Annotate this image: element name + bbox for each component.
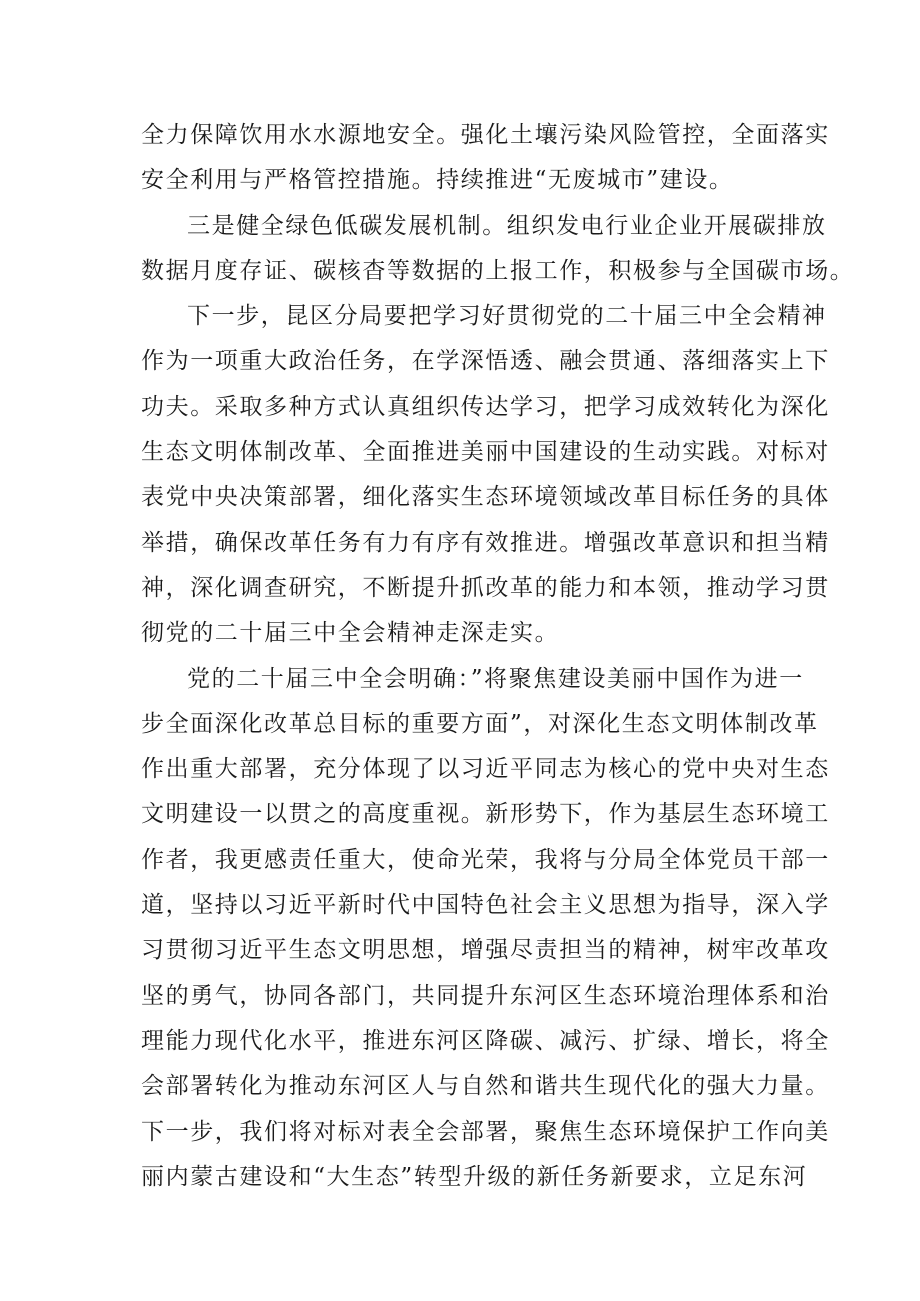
text-line: 丽内蒙古建设和“大生态”转型升级的新任务新要求，立足东河 [141, 1163, 808, 1190]
text-line: 文明建设一以贯之的高度重视。新形势下，作为基层生态环境工 [141, 801, 830, 828]
text-line: 功夫。采取多种方式认真组织传达学习，把学习成效转化为深化 [141, 393, 830, 420]
text-line: 全力保障饮用水水源地安全。强化土壤污染风险管控，全面落实 [141, 122, 830, 148]
text-line: 习贯彻习近平生态文明思想，增强尽责担当的精神，树牢改革攻 [141, 937, 830, 964]
text-line: 作者，我更感责任重大，使命光荣，我将与分局全体党员干部一 [141, 846, 830, 873]
text-line: 举措，确保改革任务有力有序有效推进。增强改革意识和担当精 [141, 529, 830, 556]
text-line: 会部署转化为推动东河区人与自然和谐共生现代化的强大力量。 [141, 1073, 830, 1100]
text-line: 作出重大部署，充分体现了以习近平同志为核心的党中央对生态 [141, 756, 830, 783]
text-line: 彻党的二十届三中全会精神走深走实。 [141, 620, 560, 647]
text-line: 作为一项重大政治任务，在学深悟透、融会贯通、落细落实上下 [141, 348, 830, 375]
text-line: 安全利用与严格管控措施。持续推进“无废城市”建设。 [141, 167, 734, 194]
text-line: 下一步，我们将对标对表全会部署，聚焦生态环境保护工作向美 [141, 1118, 830, 1145]
text-line: 神，深化调查研究，不断提升抓改革的能力和本领，推动学习贯 [141, 574, 830, 601]
text-line: 表党中央决策部署，细化落实生态环境领域改革目标任务的具体 [141, 484, 830, 511]
text-line: 步全面深化改革总目标的重要方面”，对深化生态文明体制改革 [141, 710, 819, 737]
text-line: 数据月度存证、碳核杳等数据的上报工作，积极参与全国碳市场。 [141, 257, 855, 284]
text-line: 生态文明体制改革、全面推进美丽中国建设的生动实践。对标对 [141, 439, 830, 466]
paragraph-start-line: 下一步，昆区分局要把学习好贯彻党的二十届三中全会精神 [187, 303, 827, 330]
document-body [141, 113, 855, 1200]
paragraph-start-line: 三是健全绿色低碳发展机制。组织发电行业企业开展碳排放 [187, 212, 827, 239]
paragraph-start-line: 党的二十届三中全会明确：”将聚焦建设美丽中国作为进一 [187, 665, 804, 692]
text-line: 道，坚持以习近平新时代中国特色社会主义思想为指导，深入学 [141, 892, 830, 919]
text-line: 坚的勇气，协同各部门，共同提升东河区生态环境治理体系和治 [141, 982, 830, 1009]
text-line: 理能力现代化水平，推进东河区降碳、减污、扩绿、增长，将全 [141, 1027, 830, 1054]
